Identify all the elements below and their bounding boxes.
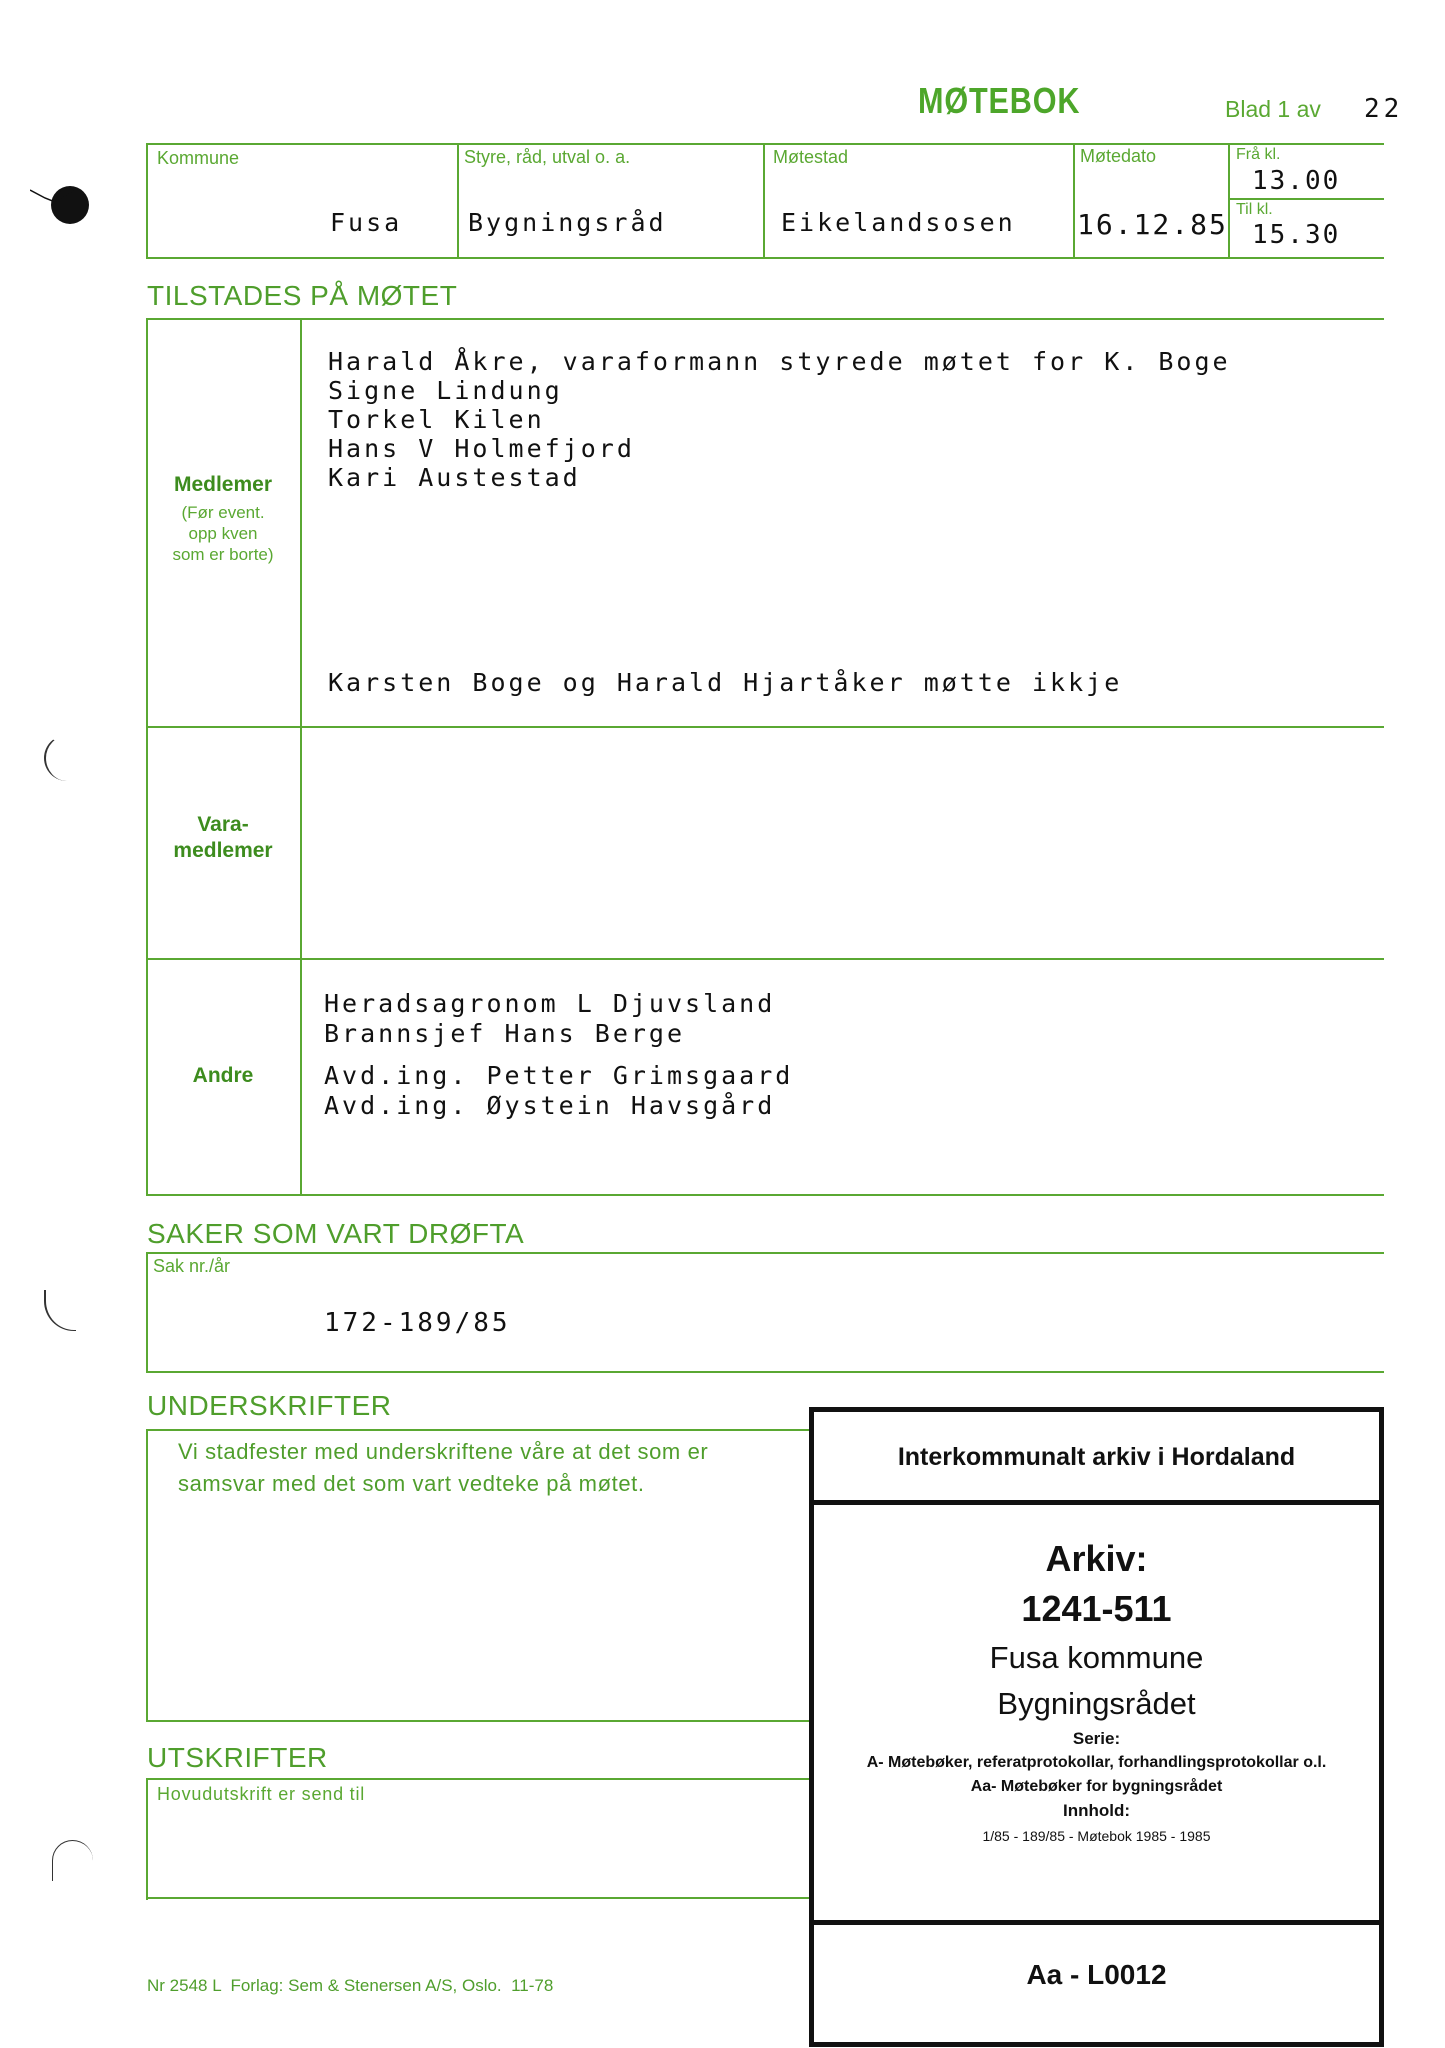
archive-body: Bygningsrådet (997, 1686, 1196, 1721)
list-item: Hans V Holmefjord (328, 434, 635, 463)
list-item: Brannsjef Hans Berge (324, 1019, 686, 1048)
serie-aa: Aa- Møtebøker for bygningsrådet (970, 1778, 1223, 1795)
cases-heading: SAKER SOM VART DRØFTA (147, 1218, 525, 1249)
til-kl-value: 15.30 (1252, 220, 1341, 250)
signatures-heading: UNDERSKRIFTER (147, 1390, 392, 1421)
list-item: Torkel Kilen (328, 405, 545, 434)
til-kl-label: Til kl. (1236, 201, 1273, 218)
members-sublabel: (Før event. opp kven som er borte) (172, 503, 274, 564)
innhold-label: Innhold: (1062, 1801, 1131, 1820)
list-item: Avd.ing. Øystein Havsgård (324, 1091, 776, 1120)
others-label: Andre (192, 1064, 254, 1087)
page-title: MØTEBOK (918, 80, 1081, 121)
list-item: Kari Austestad (328, 463, 581, 492)
binder-mark (44, 1290, 76, 1331)
absent-note: Karsten Boge og Harald Hjartåker møtte ikkje (328, 668, 1123, 697)
signatures-text: Vi stadfester med underskriftene våre at det som er samsvar med det som vart vedteke på møtet. (178, 1439, 709, 1496)
archive-municipality: Fusa kommune (989, 1640, 1204, 1675)
footer-imprint: Nr 2548 L Forlag: Sem & Stenersen A/S, Oslo. 11-78 (147, 1976, 554, 1995)
list-item: Signe Lindung (328, 376, 563, 405)
styre-label: Styre, råd, utval o. a. (464, 147, 631, 167)
copies-label: Hovudutskrift er send til (157, 1784, 366, 1804)
fra-kl-label: Frå kl. (1236, 146, 1281, 163)
members-label: Medlemer (173, 473, 273, 496)
archive-institution: Interkommunalt arkiv i Hordaland (814, 1412, 1379, 1505)
fra-kl-value: 13.00 (1252, 166, 1341, 196)
archive-body-block (814, 1505, 1379, 1925)
list-item: Heradsagronom L Djuvsland (324, 989, 776, 1018)
binder-mark (52, 1840, 93, 1881)
deputies-label: Vara- medlemer (173, 813, 273, 862)
signature-area[interactable] (150, 1510, 800, 1715)
serie-label: Serie: (1072, 1729, 1121, 1748)
motestad-label: Møtestad (773, 147, 849, 167)
arkiv-label: Arkiv: (1045, 1538, 1148, 1579)
kommune-label: Kommune (157, 148, 240, 168)
binder-mark (44, 735, 76, 781)
motedato-label: Møtedato (1080, 146, 1157, 166)
attendance-heading: TILSTADES PÅ MØTET (147, 280, 458, 311)
styre-value: Bygningsråd (468, 208, 667, 237)
list-item: Avd.ing. Petter Grimsgaard (324, 1061, 794, 1090)
list-item: Harald Åkre, varaformann styrede møtet for K. Boge (328, 347, 1231, 376)
copies-heading: UTSKRIFTER (147, 1742, 328, 1773)
punch-hole-mark (30, 180, 90, 225)
motedato-value: 16.12.85 (1077, 208, 1228, 241)
page-total: 22 (1364, 94, 1404, 124)
archive-code: Aa - L0012 (1026, 1959, 1167, 1990)
kommune-value: Fusa (330, 208, 403, 237)
members-list (328, 347, 1231, 492)
serie-a: A- Møtebøker, referatprotokollar, forhandlingsprotokollar o.l. (866, 1754, 1327, 1771)
innhold-value: 1/85 - 189/85 - Møtebok 1985 - 1985 (982, 1828, 1211, 1844)
archive-label (809, 1407, 1384, 2047)
motestad-value: Eikelandsosen (781, 208, 1016, 237)
arkiv-number: 1241-511 (1021, 1588, 1172, 1629)
others-list (324, 989, 793, 1121)
cases-label: Sak nr./år (153, 1256, 231, 1276)
cases-value: 172-189/85 (324, 1308, 511, 1338)
page-label: Blad 1 av (1225, 96, 1321, 122)
